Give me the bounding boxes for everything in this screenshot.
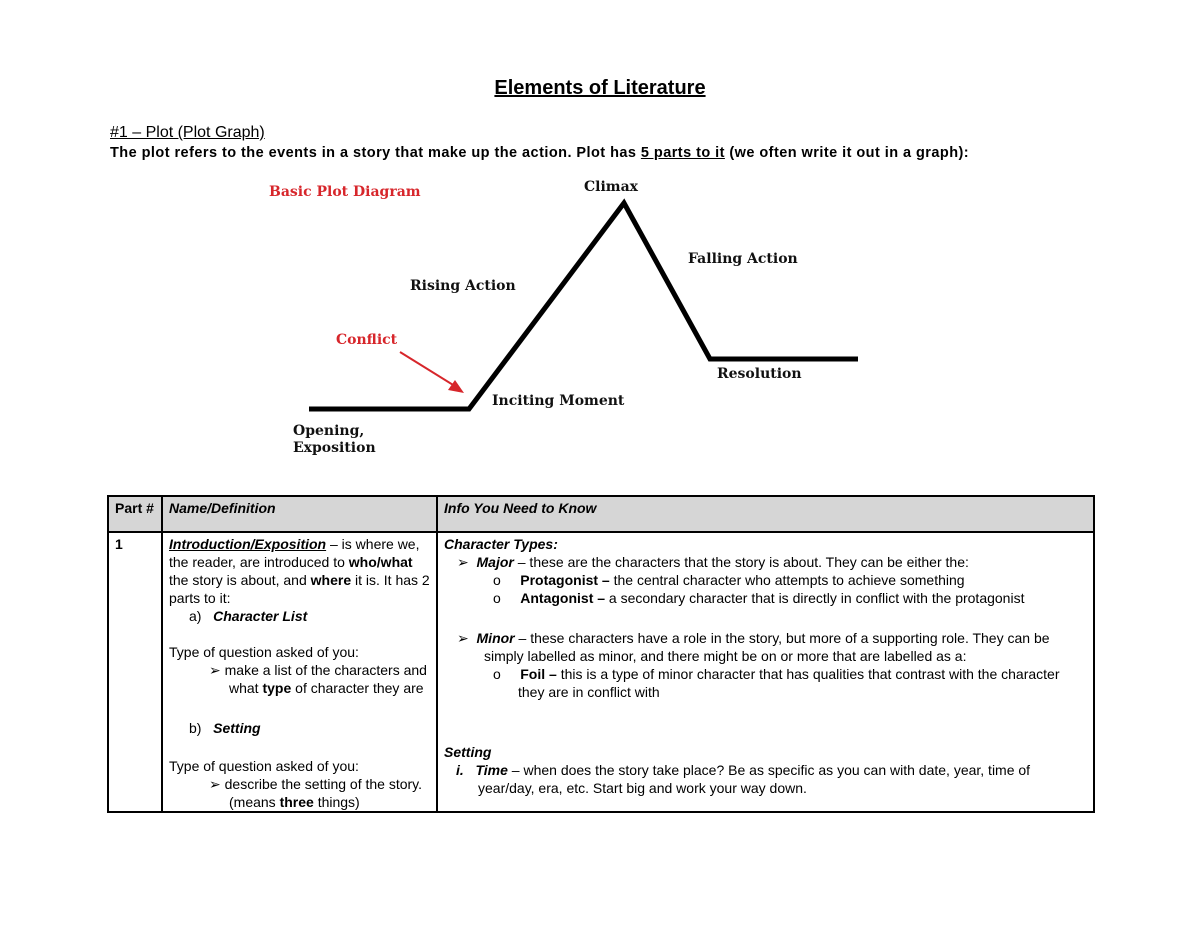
intro-text-c: (we often write it out in a graph):: [724, 145, 970, 161]
who-what-term: who/what: [348, 554, 413, 570]
intro-text-a: The plot refers to the events in a story that make up the action. Plot has: [110, 145, 641, 161]
bullet-arrow-icon: ➢: [457, 554, 469, 570]
antagonist-text: a secondary character that is directly in conflict with the protagonist: [605, 590, 1025, 606]
question-label-2: Type of question asked of you:: [169, 758, 359, 774]
major-text: – these are the characters that the story is about. They can be either the:: [513, 554, 969, 570]
question-1-bullet: [169, 661, 430, 697]
question-label-1: Type of question asked of you:: [169, 644, 359, 660]
opening-label: Opening,: [293, 423, 365, 439]
rising-action-label: Rising Action: [410, 278, 516, 294]
minor-item: [444, 629, 1087, 665]
climax-label: Climax: [584, 179, 639, 195]
q1-text-a: make a list of the characters and what: [224, 662, 427, 696]
conflict-label: Conflict: [336, 332, 398, 348]
conflict-arrow: [400, 352, 458, 388]
q2-text-b: things): [313, 794, 360, 810]
table-row: [108, 532, 1094, 812]
circle-bullet-icon: o: [493, 666, 501, 682]
intro-def-1: – is where we, the reader, are introduced to: [169, 536, 420, 570]
plot-parts-table: [107, 495, 1095, 813]
info-cell: [437, 532, 1094, 812]
q1-type-term: type: [262, 680, 292, 696]
character-types-heading: Character Types:: [444, 536, 558, 552]
conflict-arrowhead: [448, 380, 464, 393]
q1-text-b: of character they are: [291, 680, 424, 696]
table-header-row: [108, 496, 1094, 532]
part-a-item: [169, 607, 430, 625]
definition-cell: [162, 532, 437, 812]
falling-action-label: Falling Action: [688, 251, 798, 267]
section-heading: #1 – Plot (Plot Graph): [110, 124, 265, 141]
exposition-label: Exposition: [293, 440, 376, 456]
protagonist-item: [444, 571, 1087, 589]
bullet-arrow-icon: ➢: [457, 630, 469, 646]
setting-heading: Setting: [444, 744, 492, 760]
time-text: – when does the story take place? Be as specific as you can with date, year, time of year/day, era, etc. Start big and work your way down.: [478, 762, 1031, 796]
where-term: where: [310, 572, 352, 588]
minor-label: Minor: [476, 630, 515, 646]
part-b-item: [169, 719, 430, 737]
resolution-label: Resolution: [717, 366, 802, 382]
major-label: Major: [476, 554, 514, 570]
part-b-label: Setting: [213, 720, 261, 736]
time-label: Time: [475, 762, 508, 778]
foil-item: [444, 665, 1087, 701]
inciting-moment-label: Inciting Moment: [492, 393, 625, 409]
foil-text: this is a type of minor character that has qualities that contrast with the character they are in conflict with: [518, 666, 1060, 700]
header-part: Part #: [108, 496, 162, 532]
intro-text-b: 5 parts to it: [640, 145, 725, 161]
bullet-arrow-icon: ➢: [209, 662, 221, 678]
part-number: 1: [108, 532, 162, 812]
protagonist-text: the central character who attempts to achieve something: [609, 572, 965, 588]
antagonist-label: Antagonist –: [520, 590, 606, 606]
intro-definition: [169, 535, 430, 607]
foil-label: Foil –: [520, 666, 557, 682]
intro-term: Introduction/Exposition: [169, 536, 327, 552]
bullet-arrow-icon: ➢: [209, 776, 221, 792]
circle-bullet-icon: o: [493, 590, 501, 606]
antagonist-item: [444, 589, 1087, 607]
intro-def-3: it is. It has 2 parts to it:: [169, 572, 430, 606]
q2-text-a: describe the setting of the story. (means: [224, 776, 423, 810]
protagonist-label: Protagonist –: [520, 572, 610, 588]
time-marker: i.: [456, 762, 464, 778]
q2-three-term: three: [279, 794, 314, 810]
header-name-definition: Name/Definition: [162, 496, 437, 532]
intro-def-2: the story is about, and: [169, 572, 311, 588]
part-b-marker: b): [189, 720, 202, 736]
question-2-bullet: [169, 775, 430, 811]
circle-bullet-icon: o: [493, 572, 501, 588]
header-info: Info You Need to Know: [437, 496, 1094, 532]
part-a-label: Character List: [213, 608, 308, 624]
part-a-marker: a): [189, 608, 202, 624]
major-item: [444, 553, 1087, 571]
page-title: Elements of Literature: [494, 77, 706, 99]
time-item: [444, 761, 1087, 797]
diagram-title: Basic Plot Diagram: [269, 184, 421, 200]
minor-text: – these characters have a role in the story, but more of a supporting role. They can be simply labelled as minor, and there might be on or more that are labelled as a:: [484, 630, 1050, 664]
